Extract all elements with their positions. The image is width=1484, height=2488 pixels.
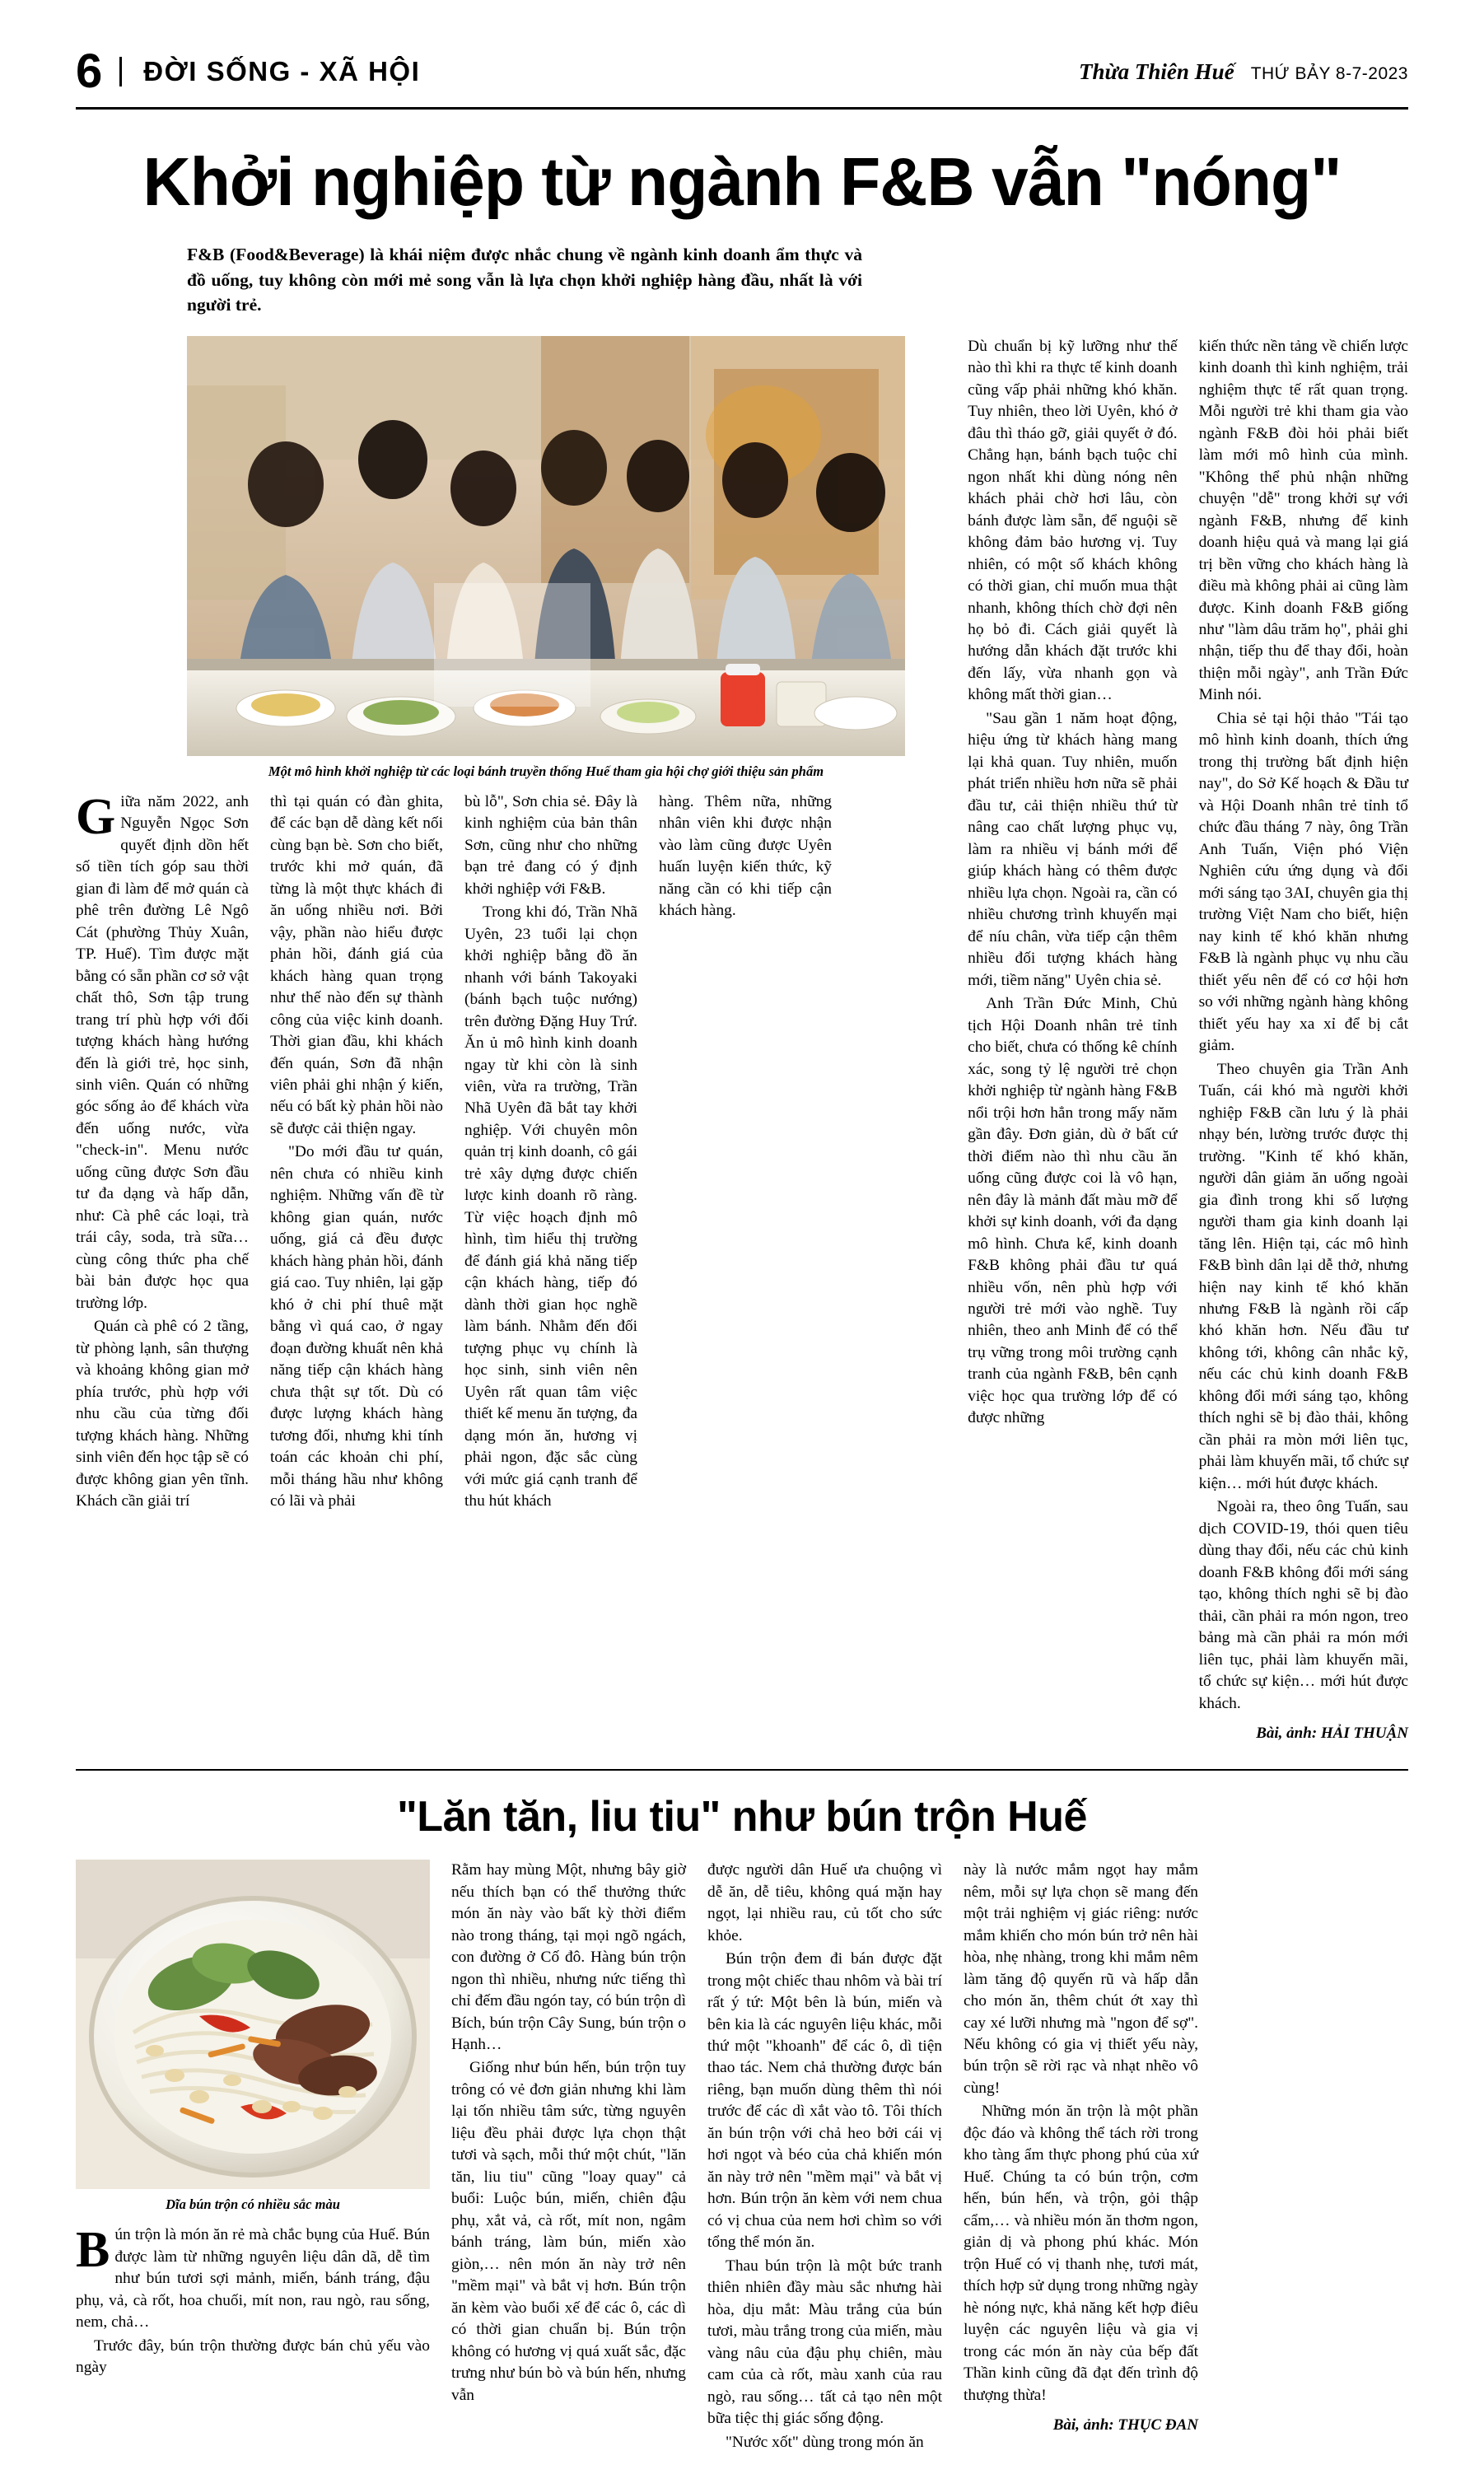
article1-photo-block [187,336,905,780]
article2-column-4 [964,1860,1198,2436]
paragraph: Anh Trần Đức Minh, Chủ tịch Hội Doanh nhân trẻ tỉnh cho biết, chưa có thống kê chính xác, song tỷ lệ người trẻ chọn khởi nghiệp từ ngành hàng F&B nổi trội hơn hẳn trong mấy năm gần đây. Đơn giản, dù ở bất cứ thời điểm nào thì nhu cầu ăn uống cũng được coi là vô hạn, nên đây là mảnh đất màu mỡ để khởi sự kinh doanh, với đa dạng mô hình. Chưa kể, kinh doanh F&B không phải đầu tư quá nhiều vốn, nên phù hợp với người trẻ mới vào nghề. Tuy nhiên, theo anh Minh để có thể trụ vững trong môi trường cạnh tranh của ngành F&B, bên cạnh việc học qua trường lớp để có được những [968,995,1178,1427]
paragraph: Giống như bún hến, bún trộn tuy trông có vẻ đơn giản nhưng khi làm lại tốn nhiều tâm sức, từng nguyên liệu đều phải được lựa chọn thật tươi và sạch, mỗi thứ một chút, "lăn tăn, liu tiu" cũng "loay quay" cả buổi: Luộc bún, miến, chiên đậu phụ, xắt vả, cà rốt, mít non, ngâm bánh tráng, làm bún, miến xào giòn,… nên món ăn này trở nên "mềm mại" và bắt vị hơn. Bún trộn ăn kèm vào buổi xế để các ô, các dì có thời gian chuẩn bị. Bún trộn không có hương vị quá xuất sắc, đặc trưng như bún bò và bún hến, nhưng vẫn [451,2059,686,2404]
paragraph: Thau bún trộn là một bức tranh thiên nhiên đầy màu sắc nhưng hài hòa, dịu mắt: Màu trắng của bún tươi, màu trắng trong của miến, màu vàng nâu của đậu phụ chiên, màu cam của cà rốt, màu xanh của rau ngò, rau sống… tất cả tạo nên một bữa tiệc thị giác sống động. [707,2257,942,2428]
paragraph: hàng. Thêm nữa, những nhân viên khi được nhận vào làm cũng được Uyên huấn luyện kiến thức, kỹ năng cần có khi tiếp cận khách hàng. [659,792,832,920]
article2-byline: Bài, ảnh: THỤC ĐAN [1052,2416,1198,2434]
article1-left-stack [76,336,946,1515]
masthead [76,44,1408,110]
paragraph: Quán cà phê có 2 tầng, từ phòng lạnh, sân thượng và khoảng không gian mở phía trước, phù hợp với nhu cầu của từng đối tượng khách hàng. Những sinh viên đến học tập sẽ có được không gian yên tĩnh. Khách cần giải trí [76,1318,249,1510]
section-divider [76,1769,1408,1771]
article1-headline: Khởi nghiệp từ ngành F&B vẫn "nóng" [142,143,1342,220]
article1-column-3 [464,791,637,1515]
paragraph: Ngoài ra, theo ông Tuấn, sau dịch COVID-19, thói quen tiêu dùng thay đổi, nếu các chủ kinh doanh F&B không đổi mới sáng tạo, không thích nghi sẽ bị đào thải, cần phải ra món ngon, treo bảng mà cần phải ra món mới liên tục, phải làm khuyến mãi, tổ chức sự kiện… mới hút được khách. [1198,1498,1408,1712]
article2-column-1 [76,2224,430,2380]
article2-photo-caption: Dĩa bún trộn có nhiều sắc màu [166,2196,340,2213]
article-secondary [76,1792,1408,2455]
paragraph: Chia sẻ tại hội thảo "Tái tạo mô hình kinh doanh, thích ứng trong thị trường bất định hiện nay", do Sở Kế hoạch & Đầu tư và Hội Doanh nhân trẻ tỉnh tổ chức đầu tháng 7 này, ông Trần Anh Tuấn, Viện phó Viện Nghiên cứu ứng dụng và đổi mới sáng tạo 3AI, chuyên gia thị trường Việt Nam cho biết, hiện nay kinh tế khó khăn nhưng F&B là ngành phục vụ nhu cầu thiết yếu nên để có cơ hội hơn so với những ngành hàng không thiết yếu hay xa xỉ để bị cắt giảm. [1198,709,1408,1055]
paragraph: Bún trộn là món ăn rẻ mà chắc bụng của Huế. Bún được làm từ những nguyên liệu dân dã, dễ tìm như bún tươi sợi mảnh, miến, bánh tráng, đậu phụ, vả, cà rốt, hoa chuối, mít non, rau ngò, rau sống, nem, chả… [76,2222,430,2332]
paragraph: Dù chuẩn bị kỹ lưỡng như thế nào thì khi ra thực tế kinh doanh cũng vấp phải những khó khăn. Tuy nhiên, theo lời Uyên, khó ở đâu thì tháo gỡ, giải quyết ở đó. Chẳng hạn, bánh bạch tuộc chỉ ngon nhất khi dùng nóng nên khách phải chờ hơi lâu, còn bánh được làm sẵn, để nguội sẽ không đảm bảo hương vị. Tuy nhiên, có một số khách không có thời gian, chỉ muốn mua thật nhanh, không thích chờ đợi nên họ bỏ đi. Cách giải quyết là hướng dẫn khách đặt trước khi đến lấy, vừa nhanh gọn và không mất thời gian… [968,337,1178,704]
paragraph: được người dân Huế ưa chuộng vì dễ ăn, dễ tiêu, không quá mặn hay ngọt, lại nhiều rau, củ tốt cho sức khỏe. [707,1861,942,1944]
issue-date: THỨ BẢY 8-7-2023 [1250,63,1408,83]
paragraph: Giữa năm 2022, anh Nguyễn Ngọc Sơn quyết định dồn hết số tiền tích góp sau thời gian đi làm để mở quán cà phê trên đường Lê Ngô Cát (phường Thủy Xuân, TP. Huế). Tìm được mặt bằng có sẵn phần cơ sở vật chất thô, Sơn tập trung trang trí phù hợp với đối tượng khách hàng hướng đến là giới trẻ, học sinh, sinh viên. Quán có những góc sống ảo để khách vừa đến uống nước, vừa "check-in". Menu nước uống cũng được Sơn đầu tư đa dạng và hấp dẫn, như: Cà phê các loại, trà trái cây, soda, trà sữa… cùng công thức pha chế bài bản được học qua trường lớp. [76,788,249,1312]
section-title: ĐỜI SỐNG - XÃ HỘI [119,57,420,86]
article2-layout [76,1860,1408,2455]
article1-column-5 [968,336,1177,1431]
paragraph: bù lỗ", Sơn chia sẻ. Đây là kinh nghiệm của bản thân Sơn, cũng như cho những bạn trẻ đang có ý định khởi nghiệp với F&B. [464,792,637,898]
article2-column-3 [707,1860,942,2455]
paragraph: "Nước xốt" dùng trong món ăn [726,2433,924,2451]
article1-lower-columns [76,788,946,1515]
article1-top-layout [76,336,1408,1744]
paragraph: Theo chuyên gia Trần Anh Tuấn, cái khó mà người khởi nghiệp F&B cần lưu ý là phải nhạy bén, lường trước được thị trường. "Kinh tế khó khăn, người dân giảm ăn uống ngoài gia đình trong khi số lượng người tham gia kinh doanh lại tăng lên. Hiện tại, các mô hình F&B bình dân lại dễ thở, nhưng hiện nay kinh tế khó khăn nhưng F&B là ngành rồi cấp khó khăn hơn. Nếu đầu tư không tới, không cân nhắc kỹ, nếu các chủ kinh doanh F&B không đổi mới sáng tạo, không thích nghi sẽ bị đào thải, không cần phải ra mòn mới liên tục, phải làm khuyến mãi, tổ chức sự kiện… mới hút được khách. [1198,1060,1408,1492]
paragraph: Trước đây, bún trộn thường được bán chủ yếu vào ngày [76,2336,430,2377]
paragraph: Rằm hay mùng Một, nhưng bây giờ nếu thích bạn có thể thưởng thức món ăn này vào bất kỳ thời điểm nào trong tháng, tại mọi ngõ ngách, con đường ở Cố đô. Hàng bún trộn ngon thì nhiều, nhưng nức tiếng thì chỉ đếm đầu ngón tay, có bún trộn dì Bích, bún trộn Cây Sung, bún trộn o Hạnh… [451,1861,686,2053]
article1-column-6 [1199,336,1408,1744]
article1-photo-caption: Một mô hình khởi nghiệp từ các loại bánh truyền thống Huế tham gia hội chợ giới thiệu sản phẩm [268,763,824,779]
article2-photo [76,1860,430,2189]
market-fair-photo-illustration [187,336,905,756]
paper-name: Thừa Thiên Huế [1078,58,1234,84]
paragraph: này là nước mắm ngọt hay mắm nêm, mỗi sự lựa chọn sẽ mang đến một trải nghiệm vị giác riêng: nước mắm khiến cho món bún trở nên hài hòa, nhẹ nhàng, trong khi mắm nêm làm tăng độ quyến rũ và hấp dẫn cho món ăn, thêm chút ớt xay thì cay xé lưỡi nhưng mà "ngon để sợ". Nếu không có gia vị thiết yếu này, bún trộn sẽ rời rạc và nhạt nhẽo vô cùng! [964,1861,1198,2097]
article1-byline: Bài, ảnh: HẢI THUẬN [1256,1725,1408,1743]
article2-left [76,1860,430,2380]
bun-tron-bowl-illustration [76,1860,430,2189]
article-primary [76,143,1408,1744]
paragraph: Bún trộn đem đi bán được đặt trong một chiếc thau nhôm và bài trí rất ý tứ: Một bên là bún, miến và bên kia là các nguyên liệu khác, mỗi thứ một "khoanh" để các ô, dì tiện thao tác. Nem chả thường được bán riêng, bạn muốn dùng thêm thì nói trước để các dì xắt vào tô. Tôi thích ăn bún trộn với chả heo bởi cái vị hơi ngọt và béo của chả khiến món ăn này trở nên "mềm mại" và bắt vị hơn. Bún trộn ăn kèm với nem chua có vị chua của nem hơi chìm so với tổng thể món ăn. [707,1950,942,2252]
article1-column-1 [76,788,249,1515]
page-number: 6 [76,44,102,98]
article2-headline: "Lăn tăn, liu tiu" như bún trộn Huế [397,1793,1087,1841]
article1-lede: F&B (Food&Beverage) là khái niệm được nhắc chung về ngành kinh doanh ẩm thực và đồ uống, tuy không còn mới mẻ song vẫn là lựa chọn khởi nghiệp hàng đầu, nhất là với người trẻ. [187,245,862,315]
paragraph: thì tại quán có đàn ghita, để các bạn dễ dàng kết nối cùng bạn bè. Sơn cho biết, trước khi mở quán, đã từng là một thực khách đi ăn uống nhiều nơi. Bởi vậy, phần nào hiểu được phản hồi, đánh giá của khách hàng quan trọng như thế nào đến sự thành công của việc kinh doanh. Thời gian đầu, khi khách đến quán, Sơn đã nhận viên phải ghi nhận ý kiến, nếu có bất kỳ phản hồi nào sẽ được cải thiện ngay. [270,792,443,1137]
article1-column-4 [659,791,832,1515]
paragraph: Những món ăn trộn là một phần độc đáo và không thể tách rời trong kho tàng ẩm thực phong phú của xứ Huế. Chúng ta có bún trộn, cơm hến, bún hến, và trộn, gỏi thập cẩm,… và nhiều món ăn thơm ngon, giản dị và phong phú khác. Món trộn Huế có vị thanh nhẹ, tươi mát, thích hợp sử dụng trong những ngày hè nóng nực, khả năng kết hợp điêu luyện các nguyên liệu và gia vị trong các món ăn này của bếp đất Thần kinh cũng đã đạt đến trình độ thượng thừa! [964,2103,1198,2404]
paragraph: Trong khi đó, Trần Nhã Uyên, 23 tuổi lại chọn khởi nghiệp bằng đồ ăn nhanh với bánh Takoyaki (bánh bạch tuộc nướng) trên đường Đặng Huy Trứ. Ăn ủ mô hình kinh doanh ngay từ khi còn là sinh viên, vừa ra trường, Trần Nhã Uyên đã bắt tay khởi nghiệp. Với chuyên môn quản trị kinh doanh, cô gái trẻ xây dựng được chiến lược kinh doanh rõ ràng. Từ việc hoạch định mô hình, tìm hiểu thị trường để đánh giá khả năng tiếp cận khách hàng, tiếp đó dành thời gian học nghề làm bánh. Nhằm đến đối tượng phục vụ chính là học sinh, sinh viên nên Uyên rất quan tâm việc thiết kế menu ăn tượng, đa dạng món ăn, hương vị phải ngon, đặc sắc cùng với mức giá cạnh tranh để thu hút khách [464,903,637,1510]
masthead-right [1079,59,1408,85]
paragraph: kiến thức nền tảng về chiến lược kinh doanh thì kinh nghiệm, trải nghiệm thực tế rất quan trọng. Mỗi người trẻ khi tham gia vào ngành F&B đòi hỏi phải biết làm mới mô hình của mình. "Không thể phủ nhận những chuyện "dễ" trong khởi sự với ngành F&B, nhưng để kinh doanh hiệu quả và mang lại giá trị bền vững cho khách hàng là điều mà không phải ai cũng làm được. Kinh doanh F&B giống như "làm dâu trăm họ", phải ghi nhận, tiếp thu để thay đổi, hoàn thiện mỗi ngày", anh Trần Đức Minh nói. [1198,337,1408,704]
article2-column-2 [451,1860,686,2408]
article1-column-2 [270,791,443,1515]
article1-photo [187,336,905,756]
paragraph: "Sau gần 1 năm hoạt động, hiệu ứng từ khách hàng mang lại khả quan. Tuy nhiên, muốn phát triển nhiều hơn nữa sẽ phải đầu tư, cải thiện nhiều thứ từ nâng cao chất lượng phục vụ, làm ra nhiều vị bánh mới để giúp khách hàng có thêm được nhiều lựa chọn. Ngoài ra, cần có nhiều chương trình khuyến mại để níu chân, vừa tiếp cận thêm nhiều đối tượng khách hàng mới, tiềm năng" Uyên chia sẻ. [968,709,1178,989]
paragraph: "Do mới đầu tư quán, nên chưa có nhiều kinh nghiệm. Những vấn đề từ không gian quán, nước uống, giá cả đều được khách hàng phản hồi, đánh giá cao. Tuy nhiên, lại gặp khó ở chi phí thuê mặt bằng vì quá cao, ở ngay đoạn đường khuất nên khả năng tiếp cận khách hàng chưa thật sự tốt. Dù có được lượng khách hàng tương đối, nhưng khi tính toán các khoản chi phí, mỗi tháng hầu như không có lãi và phải [270,1143,443,1510]
